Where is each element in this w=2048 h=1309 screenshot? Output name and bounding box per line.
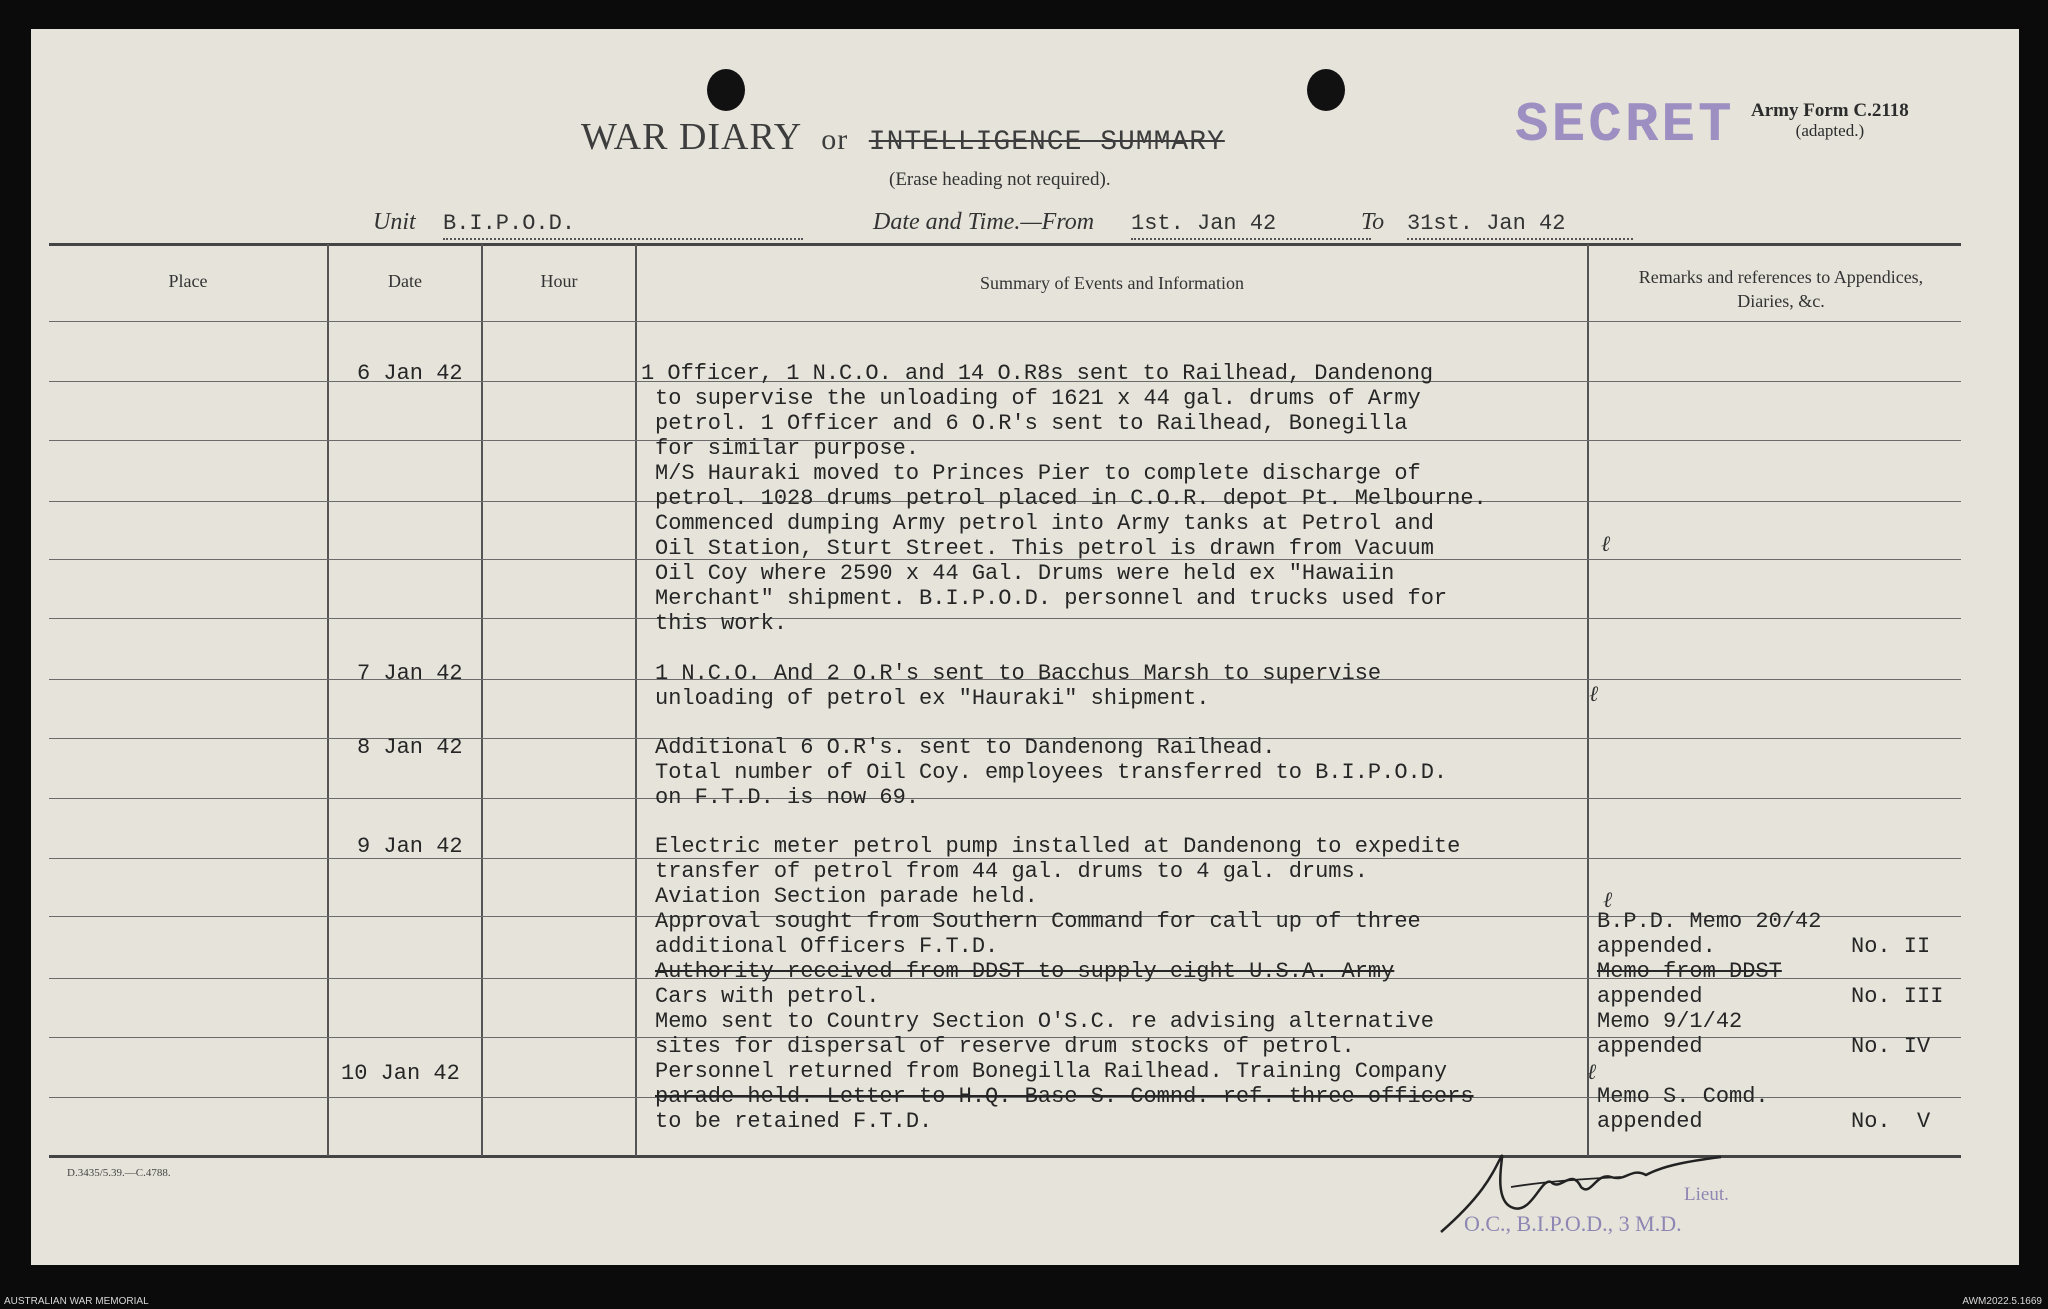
unit-label: Unit: [373, 209, 416, 235]
entry-line: Memo sent to Country Section O'S.C. re advising alternative: [655, 1009, 1434, 1034]
entry-date: 9 Jan 42: [357, 834, 463, 859]
secret-stamp: SECRET: [1515, 93, 1735, 157]
army-form-label: [1751, 101, 1909, 141]
title-main: WAR DIARY: [581, 116, 801, 158]
erase-note: (Erase heading not required).: [889, 169, 1111, 190]
entry-line: sites for dispersal of reserve drum stocks of petrol.: [655, 1034, 1355, 1059]
army-form-sub: (adapted.): [1795, 121, 1865, 140]
entry-line: M/S Hauraki moved to Princes Pier to complete discharge of: [655, 461, 1421, 486]
date-to: 31st. Jan 42: [1407, 211, 1633, 240]
form-code: D.3435/5.39.—C.4788.: [67, 1167, 171, 1179]
entry-line: petrol. 1 Officer and 6 O.R's sent to Railhead, Bonegilla: [655, 411, 1408, 436]
entry-line: parade held. Letter to H.Q. Base S. Comnd. ref. three officers: [655, 1084, 1474, 1109]
remark-ref: Memo from DDST: [1597, 959, 1782, 984]
row-rule: [49, 798, 1961, 799]
entry-line: additional Officers F.T.D.: [655, 934, 999, 959]
entry-line: Aviation Section parade held.: [655, 884, 1038, 909]
remark-ref: appended: [1597, 1109, 1703, 1134]
entry-line: on F.T.D. is now 69.: [655, 785, 920, 810]
remark-ref: B.P.D. Memo 20/42: [1597, 909, 1822, 934]
date-from: 1st. Jan 42: [1131, 211, 1371, 240]
remark-ref: Memo 9/1/42: [1597, 1009, 1743, 1034]
handwritten-initial: ℓ: [1601, 532, 1611, 557]
title-or: or: [821, 123, 849, 156]
remark-number: No. IV: [1851, 1034, 1931, 1059]
army-form-number: Army Form C.2118: [1751, 100, 1909, 121]
entry-line: Additional 6 O.R's. sent to Dandenong Railhead.: [655, 735, 1276, 760]
remark-number: No. V: [1851, 1109, 1931, 1134]
entry-date: 7 Jan 42: [357, 661, 463, 686]
remark-ref: appended.: [1597, 934, 1716, 959]
handwritten-initial: ℓ: [1603, 888, 1613, 913]
punch-hole-right: [1307, 69, 1345, 111]
archive-bar: [0, 1296, 2048, 1309]
entry-date: 8 Jan 42: [357, 735, 463, 760]
entry-line: Oil Coy where 2590 x 44 Gal. Drums were held ex "Hawaiin: [655, 561, 1395, 586]
unit-value: B.I.P.O.D.: [443, 211, 803, 240]
entry-line: for similar purpose.: [655, 436, 920, 461]
entry-line: Approval sought from Southern Command for call up of three: [655, 909, 1421, 934]
col-header-remarks: Remarks and references to Appendices, Diaries, &c.: [1638, 267, 1924, 311]
to-label: To: [1361, 209, 1385, 235]
date-label: Date and Time.—From: [873, 209, 1095, 235]
rank-stamp: Lieut.: [1684, 1184, 1729, 1205]
row-rule: [49, 618, 1961, 619]
entry-line: Cars with petrol.: [655, 984, 880, 1009]
row-rule: [49, 321, 1961, 322]
entry-line: unloading of petrol ex "Hauraki" shipment.: [655, 686, 1210, 711]
entry-line: Personnel returned from Bonegilla Railhead. Training Company: [655, 1059, 1448, 1084]
col-header-hour: Hour: [540, 271, 578, 291]
remark-ref: appended: [1597, 984, 1703, 1009]
table-top-rule: [49, 243, 1961, 246]
entry-line: Electric meter petrol pump installed at Dandenong to expedite: [655, 834, 1461, 859]
page-title: [581, 115, 1225, 159]
col-header-place: Place: [168, 271, 208, 291]
entry-line: to be retained F.T.D.: [655, 1109, 933, 1134]
entry-line: this work.: [655, 611, 788, 636]
handwritten-initial: ℓ: [1587, 1060, 1597, 1085]
entry-line: 1 Officer, 1 N.C.O. and 14 O.R8s sent to Railhead, Dandenong: [641, 361, 1434, 386]
entry-line: 1 N.C.O. And 2 O.R's sent to Bacchus Marsh to supervise: [655, 661, 1382, 686]
entry-line: Commenced dumping Army petrol into Army tanks at Petrol and: [655, 511, 1434, 536]
archive-left: AUSTRALIAN WAR MEMORIAL: [4, 1296, 149, 1307]
col-header-date: Date: [388, 271, 422, 291]
diary-page: [31, 29, 2019, 1265]
entry-line: Total number of Oil Coy. employees transferred to B.I.P.O.D.: [655, 760, 1448, 785]
remark-ref: Memo S. Comd.: [1597, 1084, 1769, 1109]
entry-date: 10 Jan 42: [341, 1061, 460, 1086]
handwritten-initial: ℓ: [1589, 682, 1599, 707]
entry-line: Oil Station, Sturt Street. This petrol is drawn from Vacuum: [655, 536, 1434, 561]
entry-line: to supervise the unloading of 1621 x 44 gal. drums of Army: [655, 386, 1421, 411]
entry-line: Authority received from DDST to supply eight U.S.A. Army: [655, 959, 1395, 984]
archive-right: AWM2022.5.1669: [1962, 1296, 2042, 1307]
remark-number: No. III: [1851, 984, 1944, 1009]
entry-line: petrol. 1028 drums petrol placed in C.O.R. depot Pt. Melbourne.: [655, 486, 1487, 511]
remark-ref: appended: [1597, 1034, 1703, 1059]
oc-stamp: O.C., B.I.P.O.D., 3 M.D.: [1464, 1211, 1682, 1236]
entry-line: Merchant" shipment. B.I.P.O.D. personnel and trucks used for: [655, 586, 1448, 611]
col-header-summary: Summary of Events and Information: [980, 273, 1244, 293]
punch-hole-left: [707, 69, 745, 111]
remark-number: No. II: [1851, 934, 1931, 959]
title-struck: INTELLIGENCE SUMMARY: [868, 127, 1225, 158]
entry-date: 6 Jan 42: [357, 361, 463, 386]
row-rule: [49, 440, 1961, 441]
entry-line: transfer of petrol from 44 gal. drums to 4 gal. drums.: [655, 859, 1368, 884]
